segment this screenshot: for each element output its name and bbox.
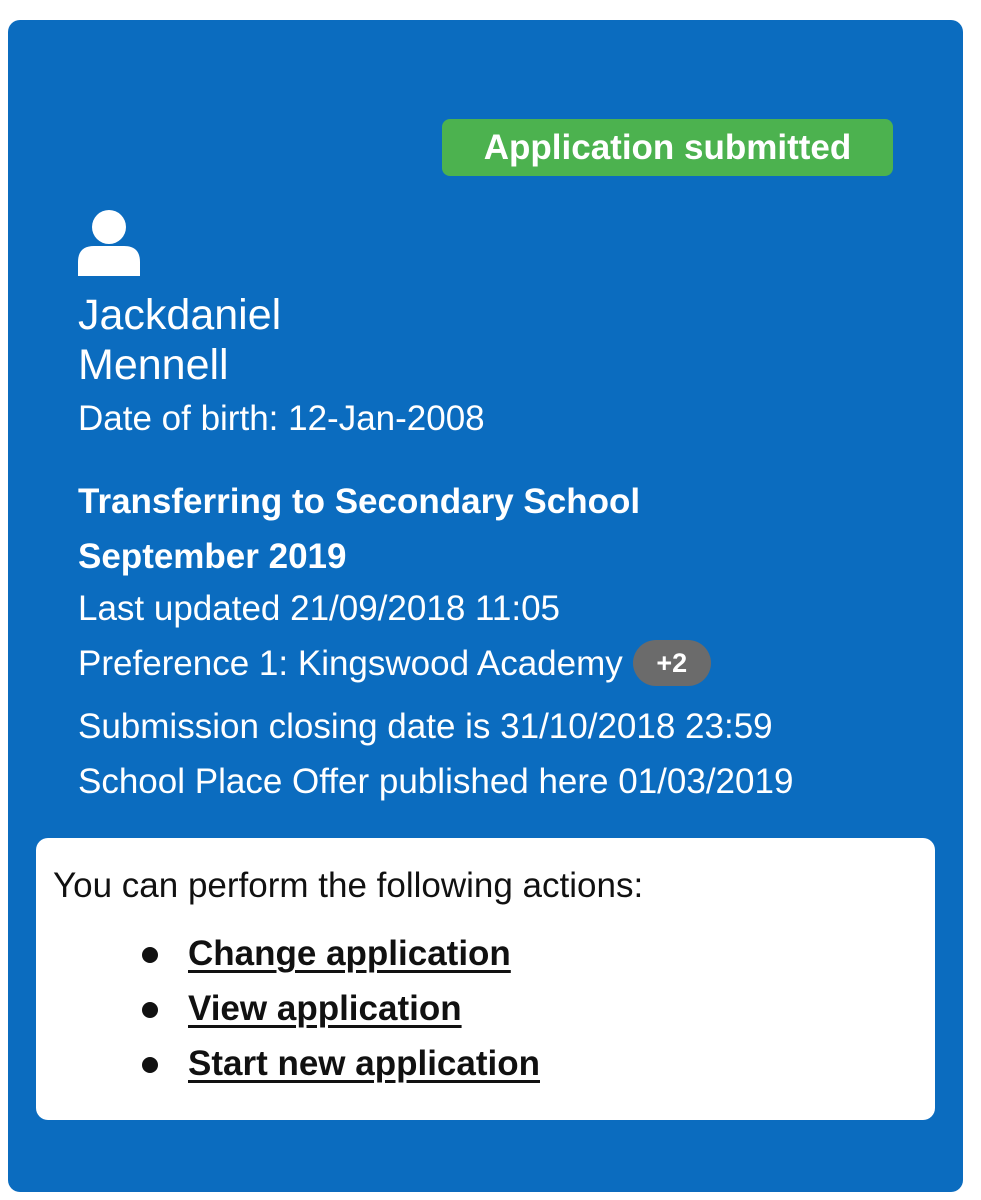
view-application-link[interactable]: View application bbox=[188, 989, 462, 1028]
closing-date: Submission closing date is 31/10/2018 23:59 bbox=[78, 707, 773, 746]
actions-panel bbox=[36, 838, 935, 1120]
list-item bbox=[138, 984, 540, 1039]
offer-date: School Place Offer published here 01/03/2019 bbox=[78, 762, 794, 801]
user-icon bbox=[78, 210, 140, 276]
applicant-last-name: Mennell bbox=[78, 341, 229, 389]
status-badge: Application submitted bbox=[442, 119, 893, 176]
date-of-birth: Date of birth: 12-Jan-2008 bbox=[78, 399, 485, 438]
transfer-heading bbox=[78, 474, 778, 584]
transfer-date: September 2019 bbox=[78, 537, 347, 576]
application-card bbox=[8, 20, 963, 1192]
list-item bbox=[138, 1039, 540, 1094]
list-item bbox=[138, 929, 540, 984]
bullet-icon bbox=[142, 1002, 158, 1018]
preference-text: Preference 1: Kingswood Academy bbox=[78, 644, 623, 683]
more-preferences-badge[interactable]: +2 bbox=[633, 640, 711, 686]
applicant-first-name: Jackdaniel bbox=[78, 291, 282, 339]
start-new-application-link[interactable]: Start new application bbox=[188, 1044, 540, 1083]
applicant-name bbox=[78, 290, 281, 390]
change-application-link[interactable]: Change application bbox=[188, 934, 511, 973]
action-list bbox=[138, 929, 540, 1094]
last-updated: Last updated 21/09/2018 11:05 bbox=[78, 589, 561, 628]
transfer-title: Transferring to Secondary School bbox=[78, 482, 641, 521]
preference-line bbox=[78, 642, 711, 689]
bullet-icon bbox=[142, 947, 158, 963]
actions-intro: You can perform the following actions: bbox=[53, 866, 644, 905]
bullet-icon bbox=[142, 1057, 158, 1073]
